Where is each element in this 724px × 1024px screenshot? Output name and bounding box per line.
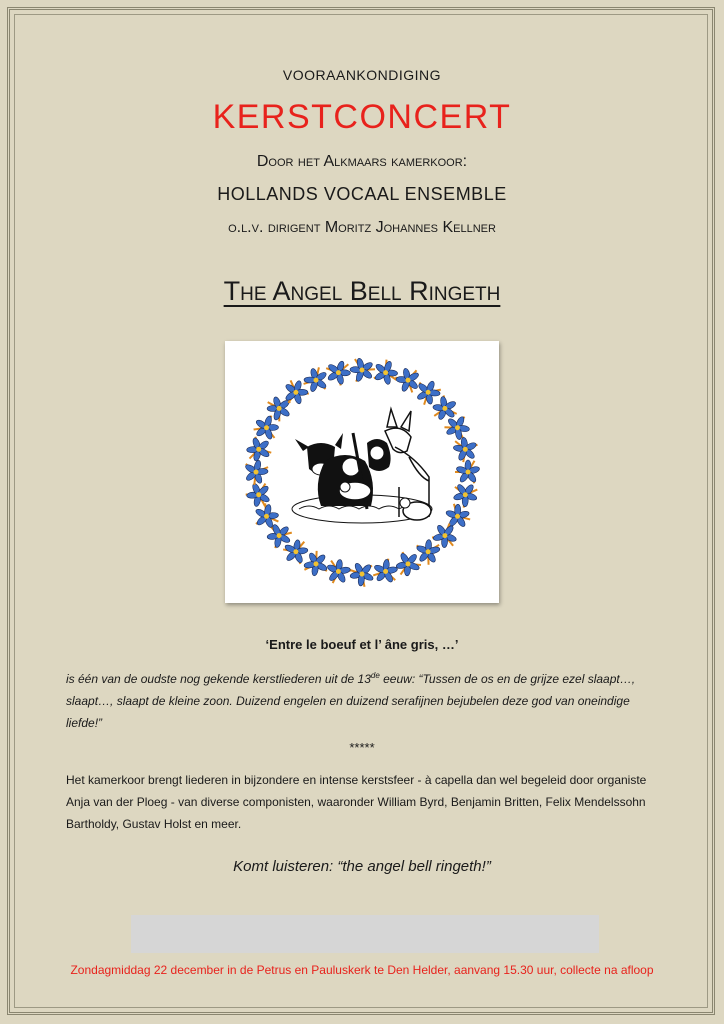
quote-text-part2: eeuw: “Tussen de os en de grijze ezel slaapt…, slaapt…, slaapt de kleine zoon. Duizend engelen en duizend serafijnen bejubelen deze god van oneindige liefde!” bbox=[66, 672, 636, 730]
body-paragraph: Het kamerkoor brengt liederen in bijzondere en intense kerstsfeer - à capella dan wel begeleid door organiste Anja van der Ploeg - van diverse componisten, waaronder William Byrd, Benjamin Britten, Felix Mendelssohn Bartholdy, Gustav Holst en meer. bbox=[66, 773, 647, 831]
wreath-flower bbox=[322, 357, 354, 388]
wreath-flower bbox=[451, 435, 478, 464]
wreath-flower bbox=[395, 551, 422, 577]
nativity-illustration bbox=[225, 341, 499, 603]
invitation: Komt luisteren: “the angel bell ringeth!” bbox=[233, 858, 491, 875]
wreath-flower bbox=[429, 393, 462, 425]
wreath-flower bbox=[244, 435, 275, 464]
wreath-flower bbox=[391, 363, 425, 398]
conductor: o.l.v. dirigent Moritz Johannes Kellner bbox=[228, 219, 496, 236]
wreath-flower bbox=[448, 477, 482, 511]
quote-superscript: de bbox=[370, 671, 380, 680]
blank-box bbox=[131, 915, 599, 953]
quote-paragraph bbox=[66, 665, 658, 734]
choir-intro: Door het Alkmaars kamerkoor: bbox=[256, 153, 468, 170]
event-details: Zondagmiddag 22 december in de Petrus en Pauluskerk te Den Helder, aanvang 15.30 uur, collecte na afloop bbox=[70, 963, 654, 977]
wreath-flower bbox=[345, 353, 378, 387]
concert-title: The Angel Bell Ringeth bbox=[223, 276, 501, 306]
wreath-flower bbox=[368, 555, 403, 589]
choir-name: HOLLANDS VOCAAL ENSEMBLE bbox=[217, 184, 507, 204]
wreath-flower bbox=[441, 411, 474, 444]
separator: ***** bbox=[349, 740, 375, 755]
nativity-scene bbox=[292, 409, 432, 523]
wreath-flower bbox=[455, 460, 480, 483]
wreath-flower bbox=[348, 560, 376, 589]
wreath-flower bbox=[414, 378, 444, 406]
wreath-flower bbox=[322, 555, 354, 588]
wreath-flower bbox=[373, 359, 398, 386]
quote-title: ‘Entre le boeuf et l’ âne gris, …’ bbox=[265, 637, 459, 652]
page-title: KERSTCONCERT bbox=[212, 98, 512, 136]
quote-text-part1: is één van de oudste nog gekende kerstliederen uit de 13 bbox=[66, 672, 371, 686]
announcement: VOORAANKONDIGING bbox=[282, 67, 442, 83]
